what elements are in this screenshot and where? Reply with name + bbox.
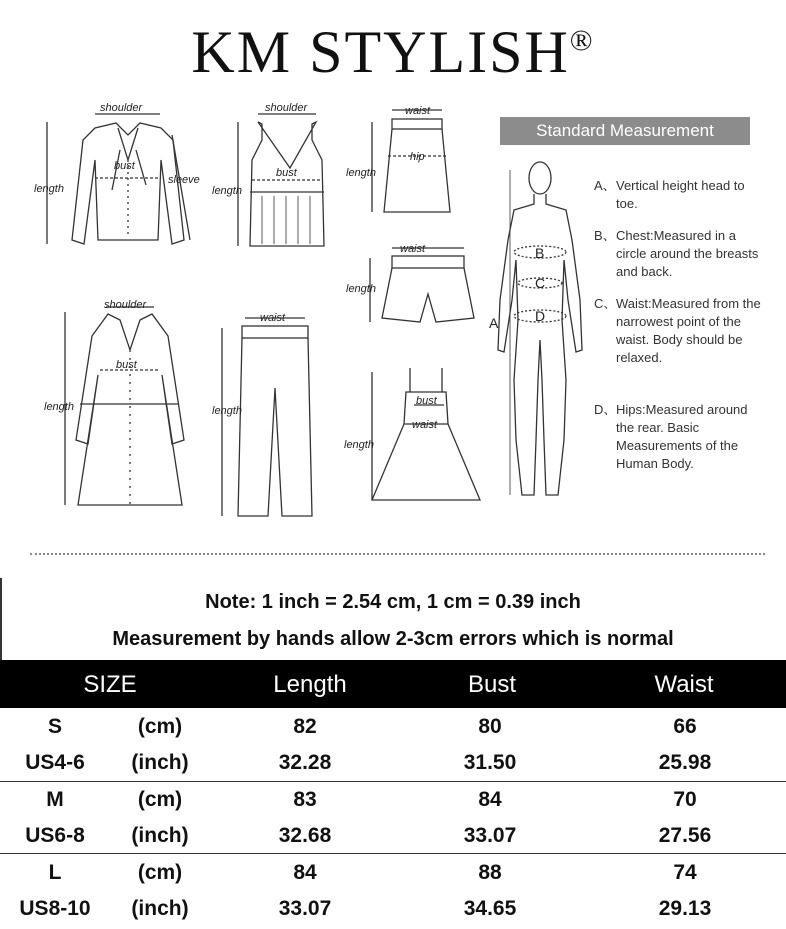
table-cell-bust: 80 <box>478 715 502 738</box>
table-cell-size: S <box>47 715 62 738</box>
blouse-bust-label: bust <box>114 160 135 172</box>
tank-top-illustration <box>250 122 324 246</box>
header-bust: Bust <box>467 671 517 698</box>
table-cell-unit: (cm) <box>137 715 183 738</box>
table-cell-waist: 27.56 <box>658 824 712 847</box>
tank-bust-label: bust <box>276 167 297 179</box>
dress-bust-label: bust <box>416 395 437 407</box>
row-divider <box>0 781 786 782</box>
note-b: B、 Chest:Measured in a circle around the breasts and back. <box>594 228 759 279</box>
skirt-length-label: length <box>346 167 376 179</box>
note-a: A、 Vertical height head to toe. <box>594 178 745 211</box>
shorts-waist-label: waist <box>400 243 426 255</box>
table-cell-unit: (inch) <box>131 751 189 774</box>
standard-measurement-title: Standard Measurement <box>500 117 750 145</box>
table-cell-unit: (inch) <box>131 897 189 920</box>
body-label-a: A <box>489 315 499 331</box>
table-cell-unit: (cm) <box>137 788 183 811</box>
table-cell-unit: (inch) <box>131 824 189 847</box>
table-cell-size: L <box>48 861 62 884</box>
coat-bust-label: bust <box>116 359 137 371</box>
brand-name: KM STYLISH <box>191 19 570 85</box>
pants-waist-label: waist <box>260 312 286 324</box>
table-cell-size: US8-10 <box>19 897 91 920</box>
header-waist: Waist <box>654 671 714 698</box>
tank-length-label: length <box>212 185 242 197</box>
body-label-b: B <box>535 245 545 261</box>
header-size: SIZE <box>83 671 137 698</box>
table-cell-length: 32.28 <box>278 751 332 774</box>
table-cell-length: 32.68 <box>278 824 332 847</box>
coat-length-label: length <box>44 401 74 413</box>
body-silhouette <box>498 162 582 495</box>
pants-illustration <box>238 326 312 516</box>
header-length: Length <box>273 671 347 698</box>
table-cell-size: US6-8 <box>25 824 85 847</box>
measurement-notes <box>594 177 769 483</box>
dress-illustration <box>372 368 480 500</box>
table-cell-bust: 84 <box>478 788 502 811</box>
table-cell-unit: (cm) <box>137 861 183 884</box>
table-cell-waist: 29.13 <box>658 897 712 920</box>
table-cell-bust: 34.65 <box>463 897 517 920</box>
table-cell-length: 84 <box>293 861 317 884</box>
body-label-d: D <box>535 308 546 324</box>
skirt-illustration <box>384 119 450 212</box>
error-note: Measurement by hands allow 2-3cm errors which is normal <box>112 628 674 650</box>
blouse-shoulder-label: shoulder <box>100 102 143 114</box>
table-cell-length: 82 <box>293 715 317 738</box>
skirt-waist-label: waist <box>405 105 431 117</box>
table-cell-waist: 70 <box>673 788 697 811</box>
table-cell-size: M <box>46 788 64 811</box>
row-divider <box>0 853 786 854</box>
shorts-illustration <box>382 256 474 322</box>
dress-length-label: length <box>344 439 374 451</box>
table-cell-bust: 33.07 <box>463 824 517 847</box>
body-label-c: C <box>535 275 546 291</box>
shorts-length-label: length <box>346 283 376 295</box>
registered-mark: ® <box>569 24 595 57</box>
pants-length-label: length <box>212 405 242 417</box>
table-cell-size: US4-6 <box>25 751 85 774</box>
note-c: C、 Waist:Measured from the narrowest point of the waist. Body should be relaxed. <box>594 296 761 365</box>
table-cell-waist: 74 <box>673 861 697 884</box>
table-cell-waist: 66 <box>673 715 697 738</box>
blouse-sleeve-label: sleeve <box>168 174 200 186</box>
dotted-divider <box>30 553 765 555</box>
conversion-note: Note: 1 inch = 2.54 cm, 1 cm = 0.39 inch <box>205 591 581 613</box>
coat-shoulder-label: shoulder <box>104 299 147 311</box>
dress-waist-label: waist <box>412 419 438 431</box>
table-cell-bust: 88 <box>478 861 502 884</box>
table-cell-bust: 31.50 <box>463 751 517 774</box>
size-table-header <box>0 660 786 708</box>
table-cell-length: 83 <box>293 788 317 811</box>
table-cell-length: 33.07 <box>278 897 332 920</box>
note-d: D、 Hips:Measured around the rear. Basic Measurements of the Human Body. <box>594 402 748 471</box>
blouse-length-label: length <box>34 183 64 195</box>
coat-illustration <box>76 314 184 505</box>
table-cell-waist: 25.98 <box>658 751 712 774</box>
skirt-hip-label: hip <box>410 151 425 163</box>
tank-shoulder-label: shoulder <box>265 102 308 114</box>
